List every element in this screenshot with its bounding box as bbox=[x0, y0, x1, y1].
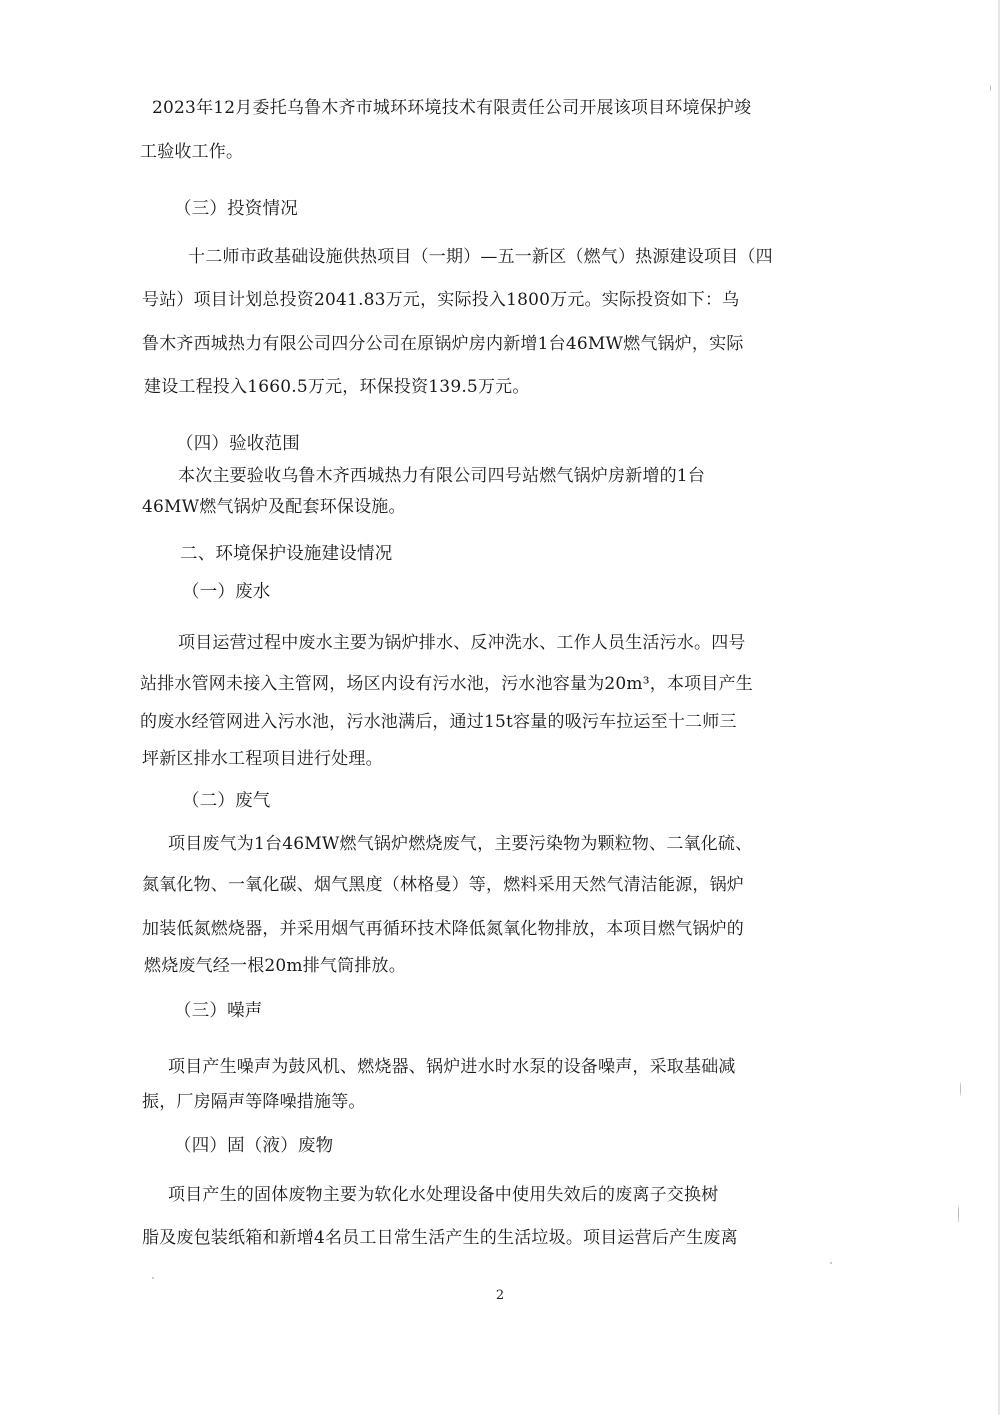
text-line: 鲁木齐西城热力有限公司四分公司在原锅炉房内新增1台46MW燃气锅炉，实际 bbox=[142, 334, 744, 354]
section-heading: （二）废气 bbox=[182, 791, 271, 811]
text-line: 站排水管网未接入主管网，场区内设有污水池，污水池容量为20m³，本项目产生 bbox=[140, 674, 753, 694]
text-line: 的废水经管网进入污水池，污水池满后，通过15t容量的吸污车拉运至十二师三 bbox=[140, 712, 737, 732]
section-heading: （三）噪声 bbox=[174, 1001, 263, 1021]
section-heading: （三）投资情况 bbox=[174, 199, 298, 219]
text-line: 振，厂房隔声等降噪措施等。 bbox=[142, 1092, 366, 1112]
text-line: 46MW燃气锅炉及配套环保设施。 bbox=[142, 497, 406, 517]
section-heading: （四）固（液）废物 bbox=[174, 1136, 334, 1156]
text-line: 项目产生的固体废物主要为软化水处理设备中使用失效后的废离子交换树 bbox=[168, 1185, 719, 1205]
page-number: 2 bbox=[495, 1288, 505, 1303]
scan-speck bbox=[830, 1262, 832, 1264]
scan-speck bbox=[152, 1277, 154, 1279]
text-line: 项目废气为1台46MW燃气锅炉燃烧废气，主要污染物为颗粒物、二氧化硫、 bbox=[168, 834, 753, 854]
text-line: 2023年12月委托乌鲁木齐市城环环境技术有限责任公司开展该项目环境保护竣 bbox=[152, 98, 752, 118]
text-line: 号站）项目计划总投资2041.83万元，实际投入1800万元。实际投资如下：乌 bbox=[142, 290, 740, 310]
text-line: 氮氧化物、一氧化碳、烟气黑度（林格曼）等，燃料采用天然气清洁能源，锅炉 bbox=[142, 875, 744, 895]
text-line: 项目产生噪声为鼓风机、燃烧器、锅炉进水时水泵的设备噪声，采取基础减 bbox=[168, 1057, 736, 1077]
chapter-heading: 二、环境保护设施建设情况 bbox=[180, 544, 393, 564]
text-line: 建设工程投入1660.5万元，环保投资139.5万元。 bbox=[144, 377, 530, 397]
text-line: 燃烧废气经一根20m排气筒排放。 bbox=[144, 956, 406, 976]
scan-speck bbox=[958, 1205, 959, 1223]
text-line: 加装低氮燃烧器，并采用烟气再循环技术降低氮氧化物排放，本项目燃气锅炉的 bbox=[142, 919, 744, 939]
scan-speck bbox=[960, 1082, 961, 1096]
text-line: 脂及废包装纸箱和新增4名员工日常生活产生的生活垃圾。项目运营后产生废离 bbox=[142, 1228, 738, 1248]
text-line: 坪新区排水工程项目进行处理。 bbox=[142, 749, 383, 769]
scan-speck bbox=[990, 85, 991, 91]
section-heading: （一）废水 bbox=[182, 582, 271, 602]
section-heading: （四）验收范围 bbox=[176, 434, 300, 454]
text-line: 项目运营过程中废水主要为锅炉排水、反冲洗水、工作人员生活污水。四号 bbox=[178, 633, 746, 653]
text-line: 本次主要验收乌鲁木齐西城热力有限公司四号站燃气锅炉房新增的1台 bbox=[178, 466, 706, 486]
text-line: 十二师市政基础设施供热项目（一期）—五一新区（燃气）热源建设项目（四 bbox=[188, 247, 773, 267]
text-line: 工验收工作。 bbox=[140, 142, 244, 162]
